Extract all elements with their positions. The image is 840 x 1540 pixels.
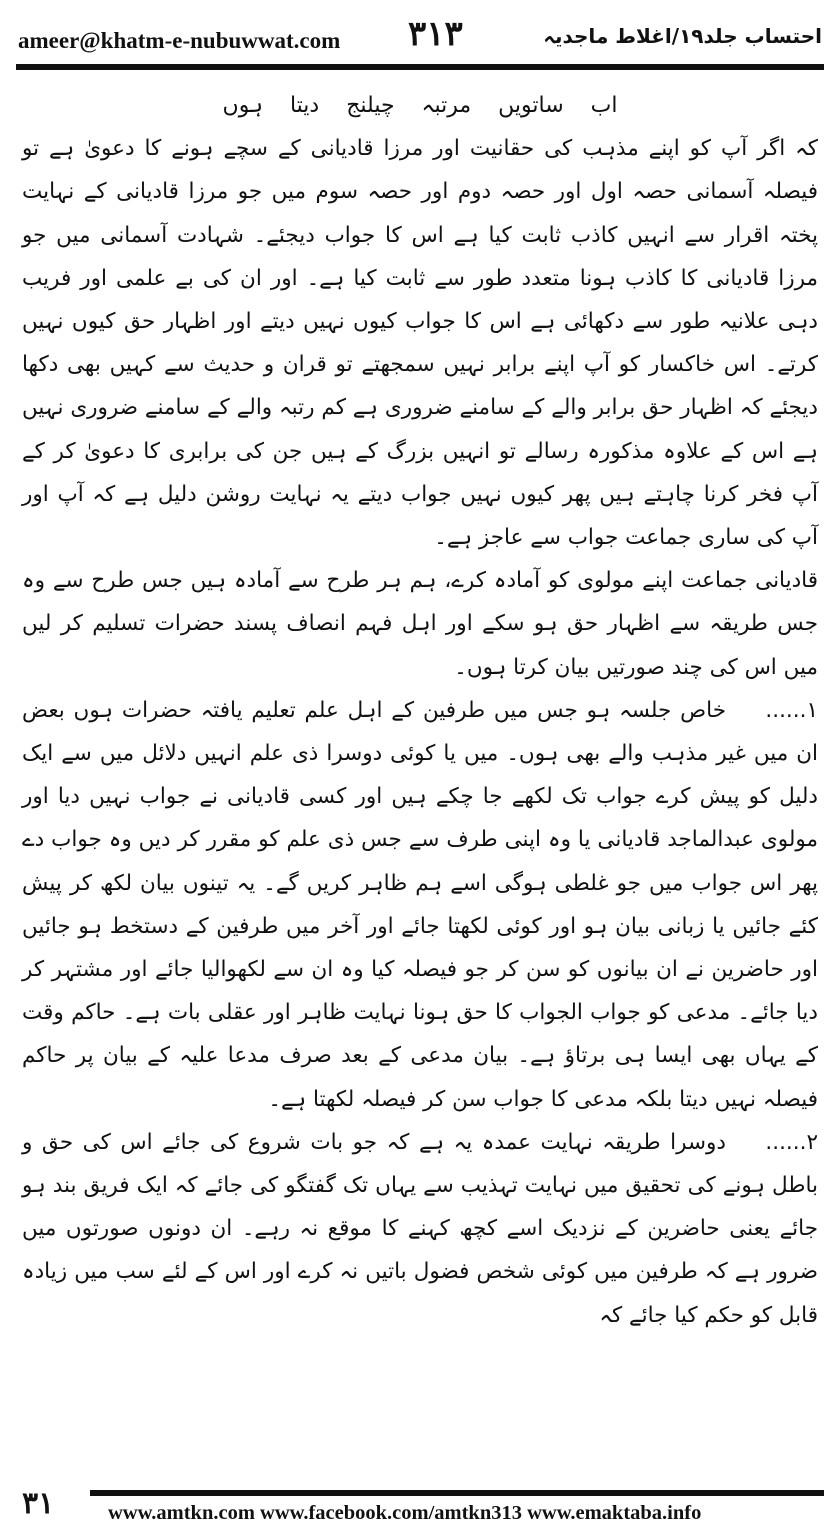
footer-rule [90, 1490, 824, 1496]
list-item-1-number: ۱...... [765, 697, 818, 723]
page-footer [16, 1484, 824, 1524]
header-book-title: احتساب جلد۱۹/اغلاط ماجدیہ [543, 24, 822, 48]
list-item-2-text: دوسرا طریقہ نہایت عمدہ یہ ہے کہ جو بات شروع کی جائے اس کی حق و باطل ہونے کی تحقیق میں نہایت تہذیب سے یہاں تک گفتگو کی جائے کہ ایک فریق بند ہو جائے یعنی حاضرین کے نزدیک اسے کچھ کہنے کا موقع نہ رہے۔ ان دونوں صورتوں میں ضرور ہے کہ طرفین میں کوئی شخص فضول باتیں نہ کرے اور اس کے لئے سب میں زیادہ قابل کو حکم کیا جائے کہ [22, 1129, 818, 1328]
page-header [16, 14, 824, 54]
list-item-1-text: خاص جلسہ ہو جس میں طرفین کے اہل علم تعلیم یافتہ حضرات ہوں بعض ان میں غیر مذہب والے بھی ہوں۔ میں یا کوئی دوسرا ذی علم انہیں دلائل میں سے ایک دلیل کو پیش کرے جواب تک لکھے جا چکے ہیں اور کسی قادیانی نے جواب نہیں دیا اور مولوی عبدالماجد قادیانی یا وہ اپنی طرف سے جس ذی علم کو مقرر کر دیں وہ جواب دے پھر اس جواب میں جو غلطی ہوگی اسے ہم ظاہر کریں گے۔ یہ تینوں بیان لکھ کر پیش کئے جائیں یا زبانی بیان ہو اور کوئی لکھتا جائے اور آخر میں طرفین کے دستخط ہو جائیں اور حاضرین نے ان بیانوں کو سن کر جو فیصلہ کیا وہ ان سے لکھوالیا جائے اور مشتہر کر دیا جائے۔ مدعی کو جواب الجواب کا حق ہونا نہایت ظاہر اور عقلی بات ہے۔ حاکم وقت کے یہاں بھی ایسا ہی برتاؤ ہے۔ بیان مدعی کے بعد صرف مدعا علیہ کے بیان پر حاکم فیصلہ نہیں دیتا بلکہ مدعی کا جواب سن کر فیصلہ لکھتا ہے۔ [22, 697, 818, 1112]
header-rule [16, 64, 824, 70]
paragraph-2: قادیانی جماعت اپنے مولوی کو آمادہ کرے، ہم ہر طرح سے آمادہ ہیں جس طرح سے وہ جس طریقہ سے اظہار حق ہو سکے اور اہل فہم انصاف پسند حضرات تسلیم کر لیں میں اس کی چند صورتیں بیان کرتا ہوں۔ [22, 568, 818, 680]
footer-links: www.amtkn.com www.facebook.com/amtkn313 www.emaktaba.info [108, 1502, 702, 1524]
header-page-number: ۳۱۳ [408, 14, 463, 54]
challenge-heading: اب ساتویں مرتبہ چیلنج دیتا ہوں [222, 93, 618, 118]
list-item-2 [22, 1121, 818, 1337]
page-body [22, 84, 818, 1464]
footer-page-number: ۳۱ [22, 1486, 55, 1521]
list-item-1 [22, 689, 818, 1121]
paragraph-1: کہ اگر آپ کو اپنے مذہب کی حقانیت اور مرزا قادیانی کے سچے ہونے کا دعویٰ ہے تو فیصلہ آسمانی حصہ اول اور حصہ دوم اور حصہ سوم میں جو مرزا قادیانی کے نہایت پختہ اقرار سے انہیں کاذب ثابت کیا ہے اس کا جواب دیجئے۔ شہادت آسمانی میں جو مرزا قادیانی کا کاذب ہونا متعدد طور سے ثابت کیا ہے۔ اور ان کی بے علمی اور فریب دہی علانیہ طور سے دکھائی ہے اس کا جواب کیوں نہیں دیتے اور اظہار حق کیوں نہیں کرتے۔ اس خاکسار کو آپ اپنے برابر نہیں سمجھتے تو قران و حدیث سے کہیں بھی دکھا دیجئے کہ اظہار حق برابر والے کے سامنے ضروری ہے کم رتبہ والے کے سامنے ضروری نہیں ہے اس کے علاوہ مذکورہ رسالے تو انہیں بزرگ کے ہیں جن کی برابری کا دعویٰ کر کے آپ فخر کرنا چاہتے ہیں پھر کیوں نہیں جواب دیتے یہ نہایت روشن دلیل ہے کہ آپ اور آپ کی ساری جماعت جواب سے عاجز ہے۔ [22, 136, 818, 551]
header-email: ameer@khatm-e-nubuwwat.com [18, 28, 341, 53]
list-item-2-number: ۲...... [765, 1129, 818, 1155]
